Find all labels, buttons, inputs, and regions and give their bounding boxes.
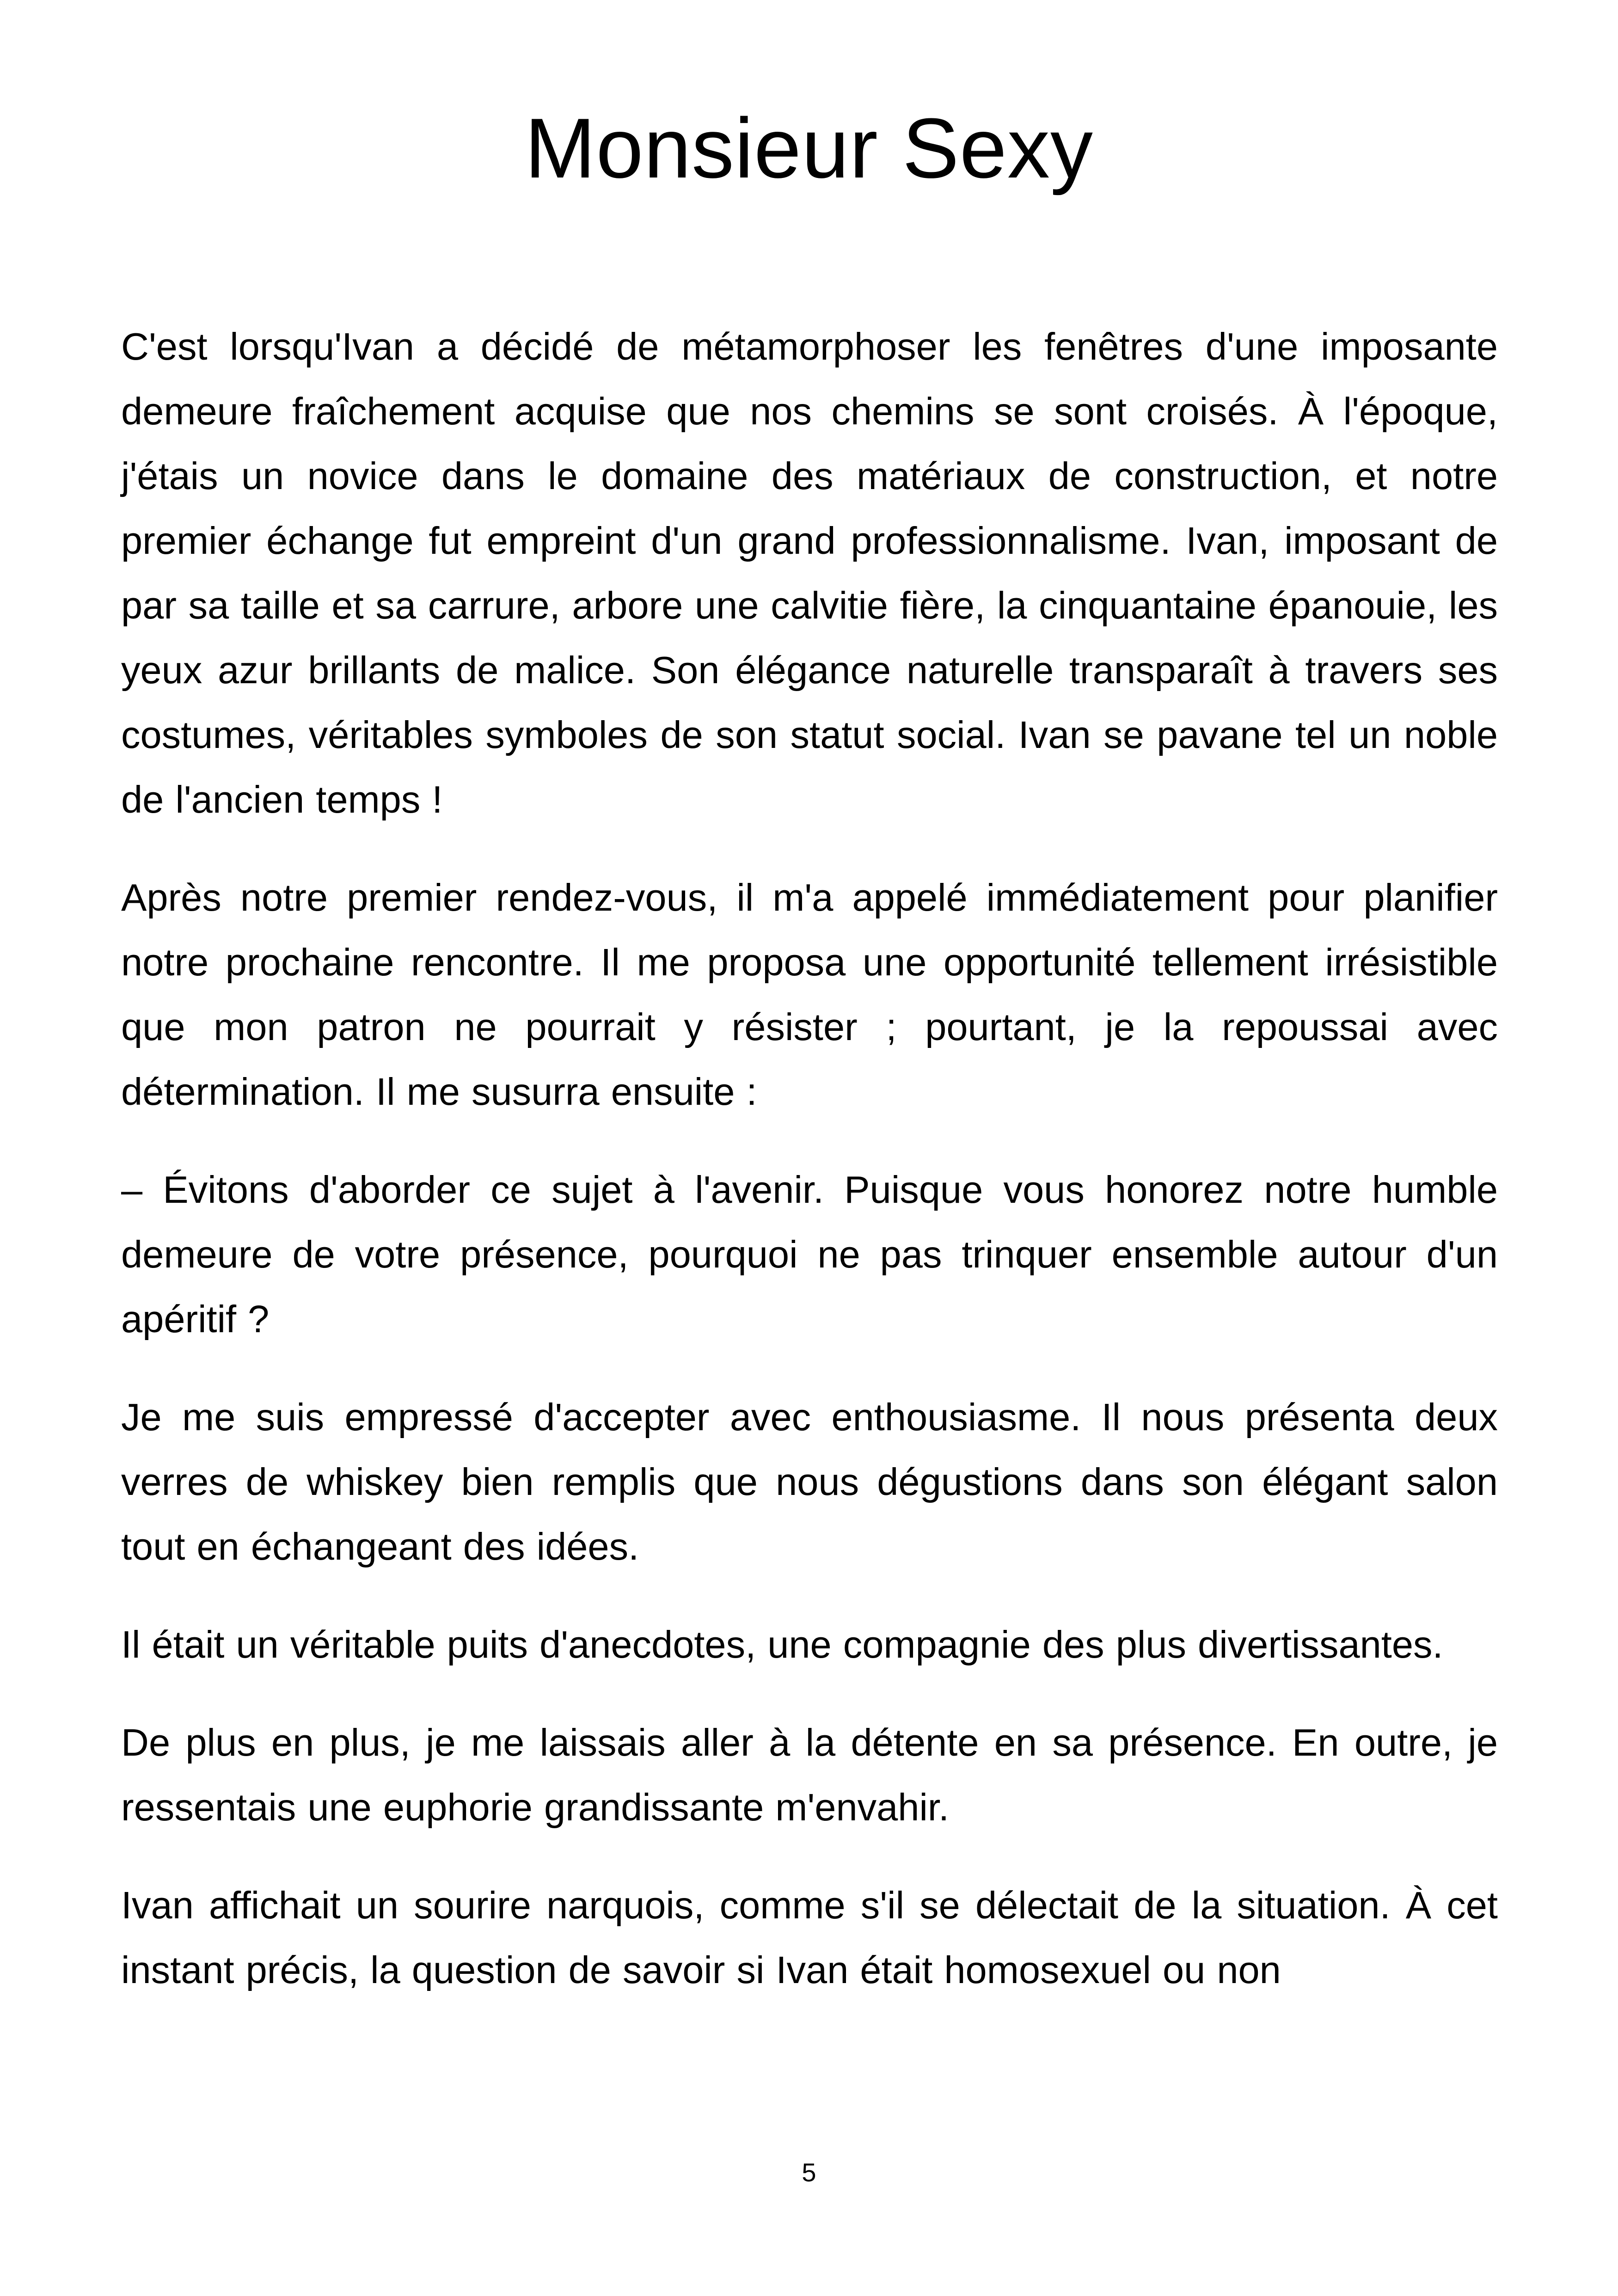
paragraph-4: Je me suis empressé d'accepter avec enthousiasme. Il nous présenta deux verres de whiskey bien remplis que nous dégustions dans son élégant salon tout en échangeant des idées.: [121, 1396, 1498, 1568]
body-text: [121, 314, 1498, 2036]
paragraph-1: C'est lorsqu'Ivan a décidé de métamorphoser les fenêtres d'une imposante demeure fraîchement acquise que nos chemins se sont croisés. À l'époque, j'étais un novice dans le domaine des matériaux de construction, et notre premier échange fut empreint d'un grand professionnalisme. Ivan, imposant de par sa taille et sa carrure, arbore une calvitie fière, la cinquantaine épanouie, les yeux azur brillants de malice. Son élégance naturelle transparaît à travers ses costumes, véritables symboles de son statut social. Ivan se pavane tel un noble de l'ancien temps !: [121, 325, 1498, 821]
paragraph-2: Après notre premier rendez-vous, il m'a appelé immédiatement pour planifier notre prochaine rencontre. Il me proposa une opportunité tellement irrésistible que mon patron ne pourrait y résister ; pourtant, je la repoussai avec détermination. Il me susurra ensuite :: [121, 876, 1498, 1113]
page-title: Monsieur Sexy: [525, 100, 1093, 196]
paragraph-7: Ivan affichait un sourire narquois, comme s'il se délectait de la situation. À cet instant précis, la question de savoir si Ivan était homosexuel ou non: [121, 1884, 1498, 1991]
page-number: 5: [802, 2158, 816, 2187]
paragraph-3: – Évitons d'aborder ce sujet à l'avenir. Puisque vous honorez notre humble demeure de votre présence, pourquoi ne pas trinquer ensemble autour d'un apéritif ?: [121, 1168, 1498, 1341]
paragraph-6: De plus en plus, je me laissais aller à la détente en sa présence. En outre, je ressentais une euphorie grandissante m'envahir.: [121, 1721, 1498, 1829]
paragraph-5: Il était un véritable puits d'anecdotes, une compagnie des plus divertissantes.: [121, 1623, 1443, 1666]
